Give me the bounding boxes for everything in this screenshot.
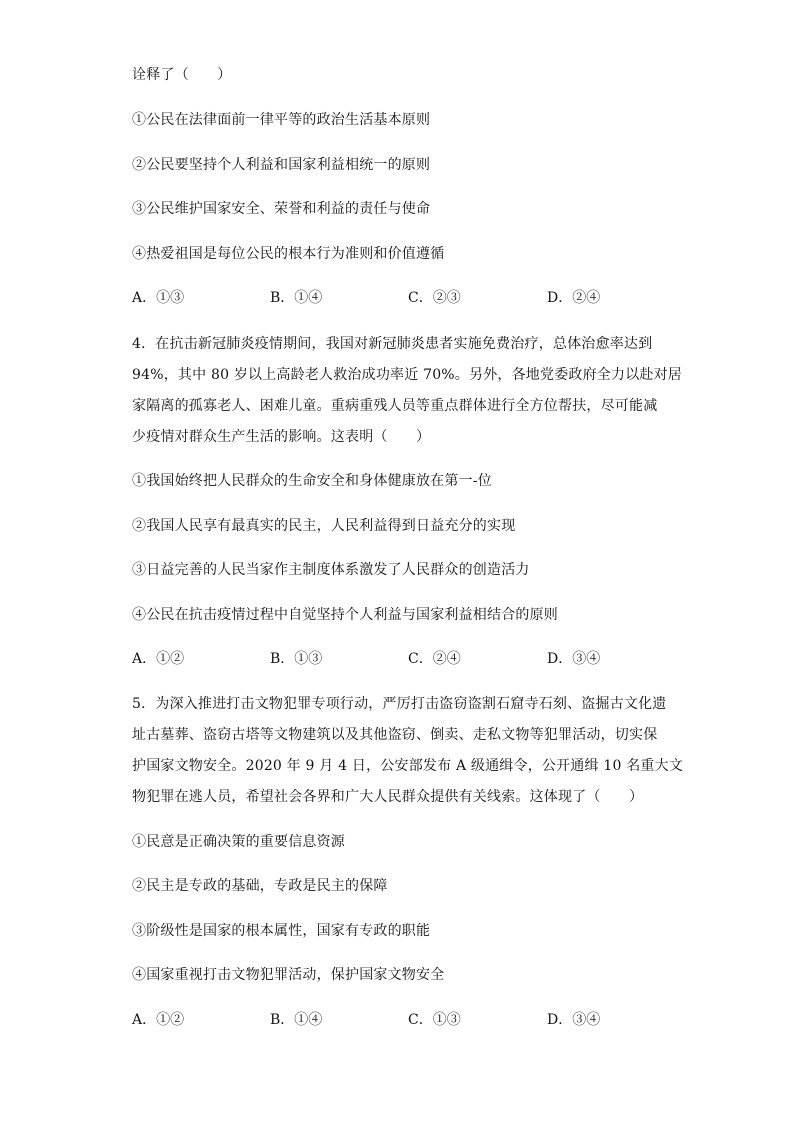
q3-item-2: ②公民要坚持个人利益和国家利益相统一的原则 bbox=[132, 157, 431, 173]
q5-stem-line-2: 址古墓葬、盗窃古塔等文物建筑以及其他盗窃、倒卖、走私文物等犯罪活动，切实保 bbox=[132, 727, 658, 743]
q4-item-3: ③日益完善的人民当家作主制度体系激发了人民群众的创造活力 bbox=[132, 562, 530, 578]
q4-option-c: C．②④ bbox=[408, 651, 461, 667]
q5-item-2: ②民主是专政的基础，专政是民主的保障 bbox=[132, 878, 388, 894]
q4-item-4: ④公民在抗击疫情过程中自觉坚持个人利益与国家利益相结合的原则 bbox=[132, 607, 558, 623]
q5-option-d: D．③④ bbox=[547, 1012, 601, 1028]
q3-option-b: B．①④ bbox=[270, 290, 323, 306]
q5-item-3: ③阶级性是国家的根本属性，国家有专政的职能 bbox=[132, 923, 431, 939]
q5-stem-line-1: 5．为深入推进打击文物犯罪专项行动，严厉打击盗窃盗割石窟寺石刻、盗掘古文化遗 bbox=[132, 696, 667, 712]
q5-stem-line-3: 护国家文物安全。2020 年 9 月 4 日，公安部发布 A 级通缉令，公开通缉 10 名重大文 bbox=[132, 758, 684, 774]
q3-option-c: C．②③ bbox=[408, 290, 461, 306]
q5-option-b: B．①④ bbox=[270, 1012, 323, 1028]
q4-stem-line-3: 家隔离的孤寡老人、困难儿童。重病重残人员等重点群体进行全方位帮扶，尽可能减 bbox=[132, 398, 658, 414]
q4-stem-line-1: 4．在抗击新冠肺炎疫情期间，我国对新冠肺炎患者实施免费治疗，总体治愈率达到 bbox=[132, 336, 653, 352]
q3-option-a: A．①③ bbox=[132, 290, 185, 306]
q5-option-a: A．①② bbox=[132, 1012, 185, 1028]
q3-item-4: ④热爱祖国是每位公民的根本行为准则和价值遵循 bbox=[132, 246, 445, 262]
q4-stem-line-2: 94%，其中 80 岁以上高龄老人救治成功率近 70%。另外，各地党委政府全力以赴对居 bbox=[132, 367, 682, 383]
q3-item-1: ①公民在法律面前一律平等的政治生活基本原则 bbox=[132, 112, 431, 128]
q4-option-d: D．③④ bbox=[547, 651, 601, 667]
q4-stem-line-4: 少疫情对群众生产生活的影响。这表明（ ） bbox=[132, 429, 431, 445]
q4-option-a: A．①② bbox=[132, 651, 185, 667]
q4-option-b: B．①③ bbox=[270, 651, 323, 667]
q5-item-1: ①民意是正确决策的重要信息资源 bbox=[132, 834, 345, 850]
q4-item-2: ②我国人民享有最真实的民主，人民利益得到日益充分的实现 bbox=[132, 518, 516, 534]
q3-stem-tail: 诠释了（ ） bbox=[132, 67, 232, 83]
q3-option-d: D．②④ bbox=[547, 290, 601, 306]
q5-stem-line-4: 物犯罪在逃人员，希望社会各界和广大人民群众提供有关线索。这体现了（ ） bbox=[132, 789, 644, 805]
q5-item-4: ④国家重视打击文物犯罪活动，保护国家文物安全 bbox=[132, 967, 445, 983]
q4-item-1: ①我国始终把人民群众的生命安全和身体健康放在第一-位 bbox=[132, 473, 492, 489]
q3-item-3: ③公民维护国家安全、荣誉和利益的责任与使命 bbox=[132, 201, 431, 217]
q5-option-c: C．①③ bbox=[408, 1012, 461, 1028]
